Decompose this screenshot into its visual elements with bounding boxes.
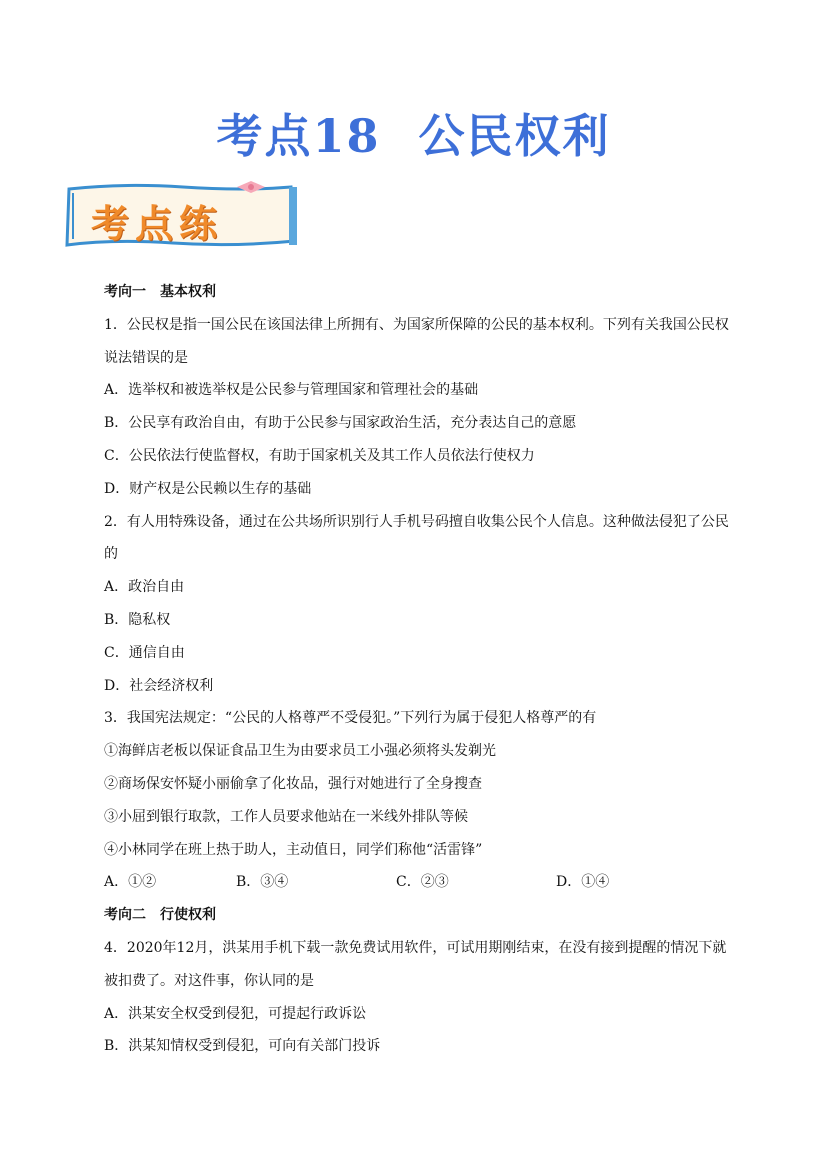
- q2-option-d: D．社会经济权利: [104, 677, 214, 694]
- q3-option-c: C．②③: [396, 874, 449, 891]
- q4-option-b: B．洪某知情权受到侵犯，可向有关部门投诉: [104, 1038, 381, 1055]
- section-badge: [63, 181, 299, 251]
- q2-option-c: C．通信自由: [104, 644, 185, 661]
- q3-stem: 3．我国宪法规定：“公民的人格尊严不受侵犯。”下列行为属于侵犯人格尊严的有: [104, 710, 597, 727]
- q4-option-a: A．洪某安全权受到侵犯，可提起行政诉讼: [104, 1005, 367, 1022]
- q1-option-d: D．财产权是公民赖以生存的基础: [104, 480, 312, 497]
- q3-item-3: ③小屈到银行取款，工作人员要求他站在一米线外排队等候: [104, 808, 468, 825]
- q1-option-b: B．公民享有政治自由，有助于公民参与国家政治生活，充分表达自己的意愿: [104, 415, 577, 432]
- badge-text: 考点练: [91, 202, 224, 246]
- q4-stem-line2: 被扣费了。对这件事，你认同的是: [104, 972, 314, 989]
- question-list: [104, 276, 764, 1063]
- q4-stem-line1: 4．2020年12月，洪某用手机下载一款免费试用软件，可试用期刚结束，在没有接到提醒的情况下就: [104, 939, 727, 956]
- page-title: [0, 100, 827, 166]
- q1-stem-line1: 1．公民权是指一国公民在该国法律上所拥有、为国家所保障的公民的基本权利。下列有关我国公民权: [104, 316, 729, 333]
- q2-stem-line2: 的: [104, 546, 118, 563]
- section-heading-2: 考向二 行使权利: [104, 907, 216, 924]
- q2-stem-line1: 2．有人用特殊设备，通过在公共场所识别行人手机号码擅自收集公民个人信息。这种做法侵犯了公民: [104, 513, 729, 530]
- section-heading-1: 考向一 基本权利: [104, 284, 216, 300]
- q3-option-b: B．③④: [236, 874, 289, 891]
- q1-stem-line2: 说法错误的是: [104, 349, 188, 366]
- q2-option-b: B．隐私权: [104, 611, 171, 628]
- q3-item-4: ④小林同学在班上热于助人，主动值日，同学们称他“活雷锋”: [104, 841, 483, 858]
- q3-item-1: ①海鲜店老板以保证食品卫生为由要求员工小强必须将头发剃光: [104, 743, 496, 760]
- q3-option-a: A．①②: [104, 874, 157, 891]
- title-part2: 公民权利: [418, 109, 611, 163]
- q3-options-row: [104, 866, 764, 899]
- q2-option-a: A．政治自由: [104, 579, 185, 596]
- q1-option-a: A．选举权和被选举权是公民参与管理国家和管理社会的基础: [104, 382, 479, 399]
- q3-item-2: ②商场保安怀疑小丽偷拿了化妆品，强行对她进行了全身搜查: [104, 775, 482, 792]
- q1-option-c: C．公民依法行使监督权，有助于国家机关及其工作人员依法行使权力: [104, 447, 535, 464]
- title-part1: 考点18: [216, 109, 381, 163]
- q3-option-d: D．①④: [556, 874, 610, 891]
